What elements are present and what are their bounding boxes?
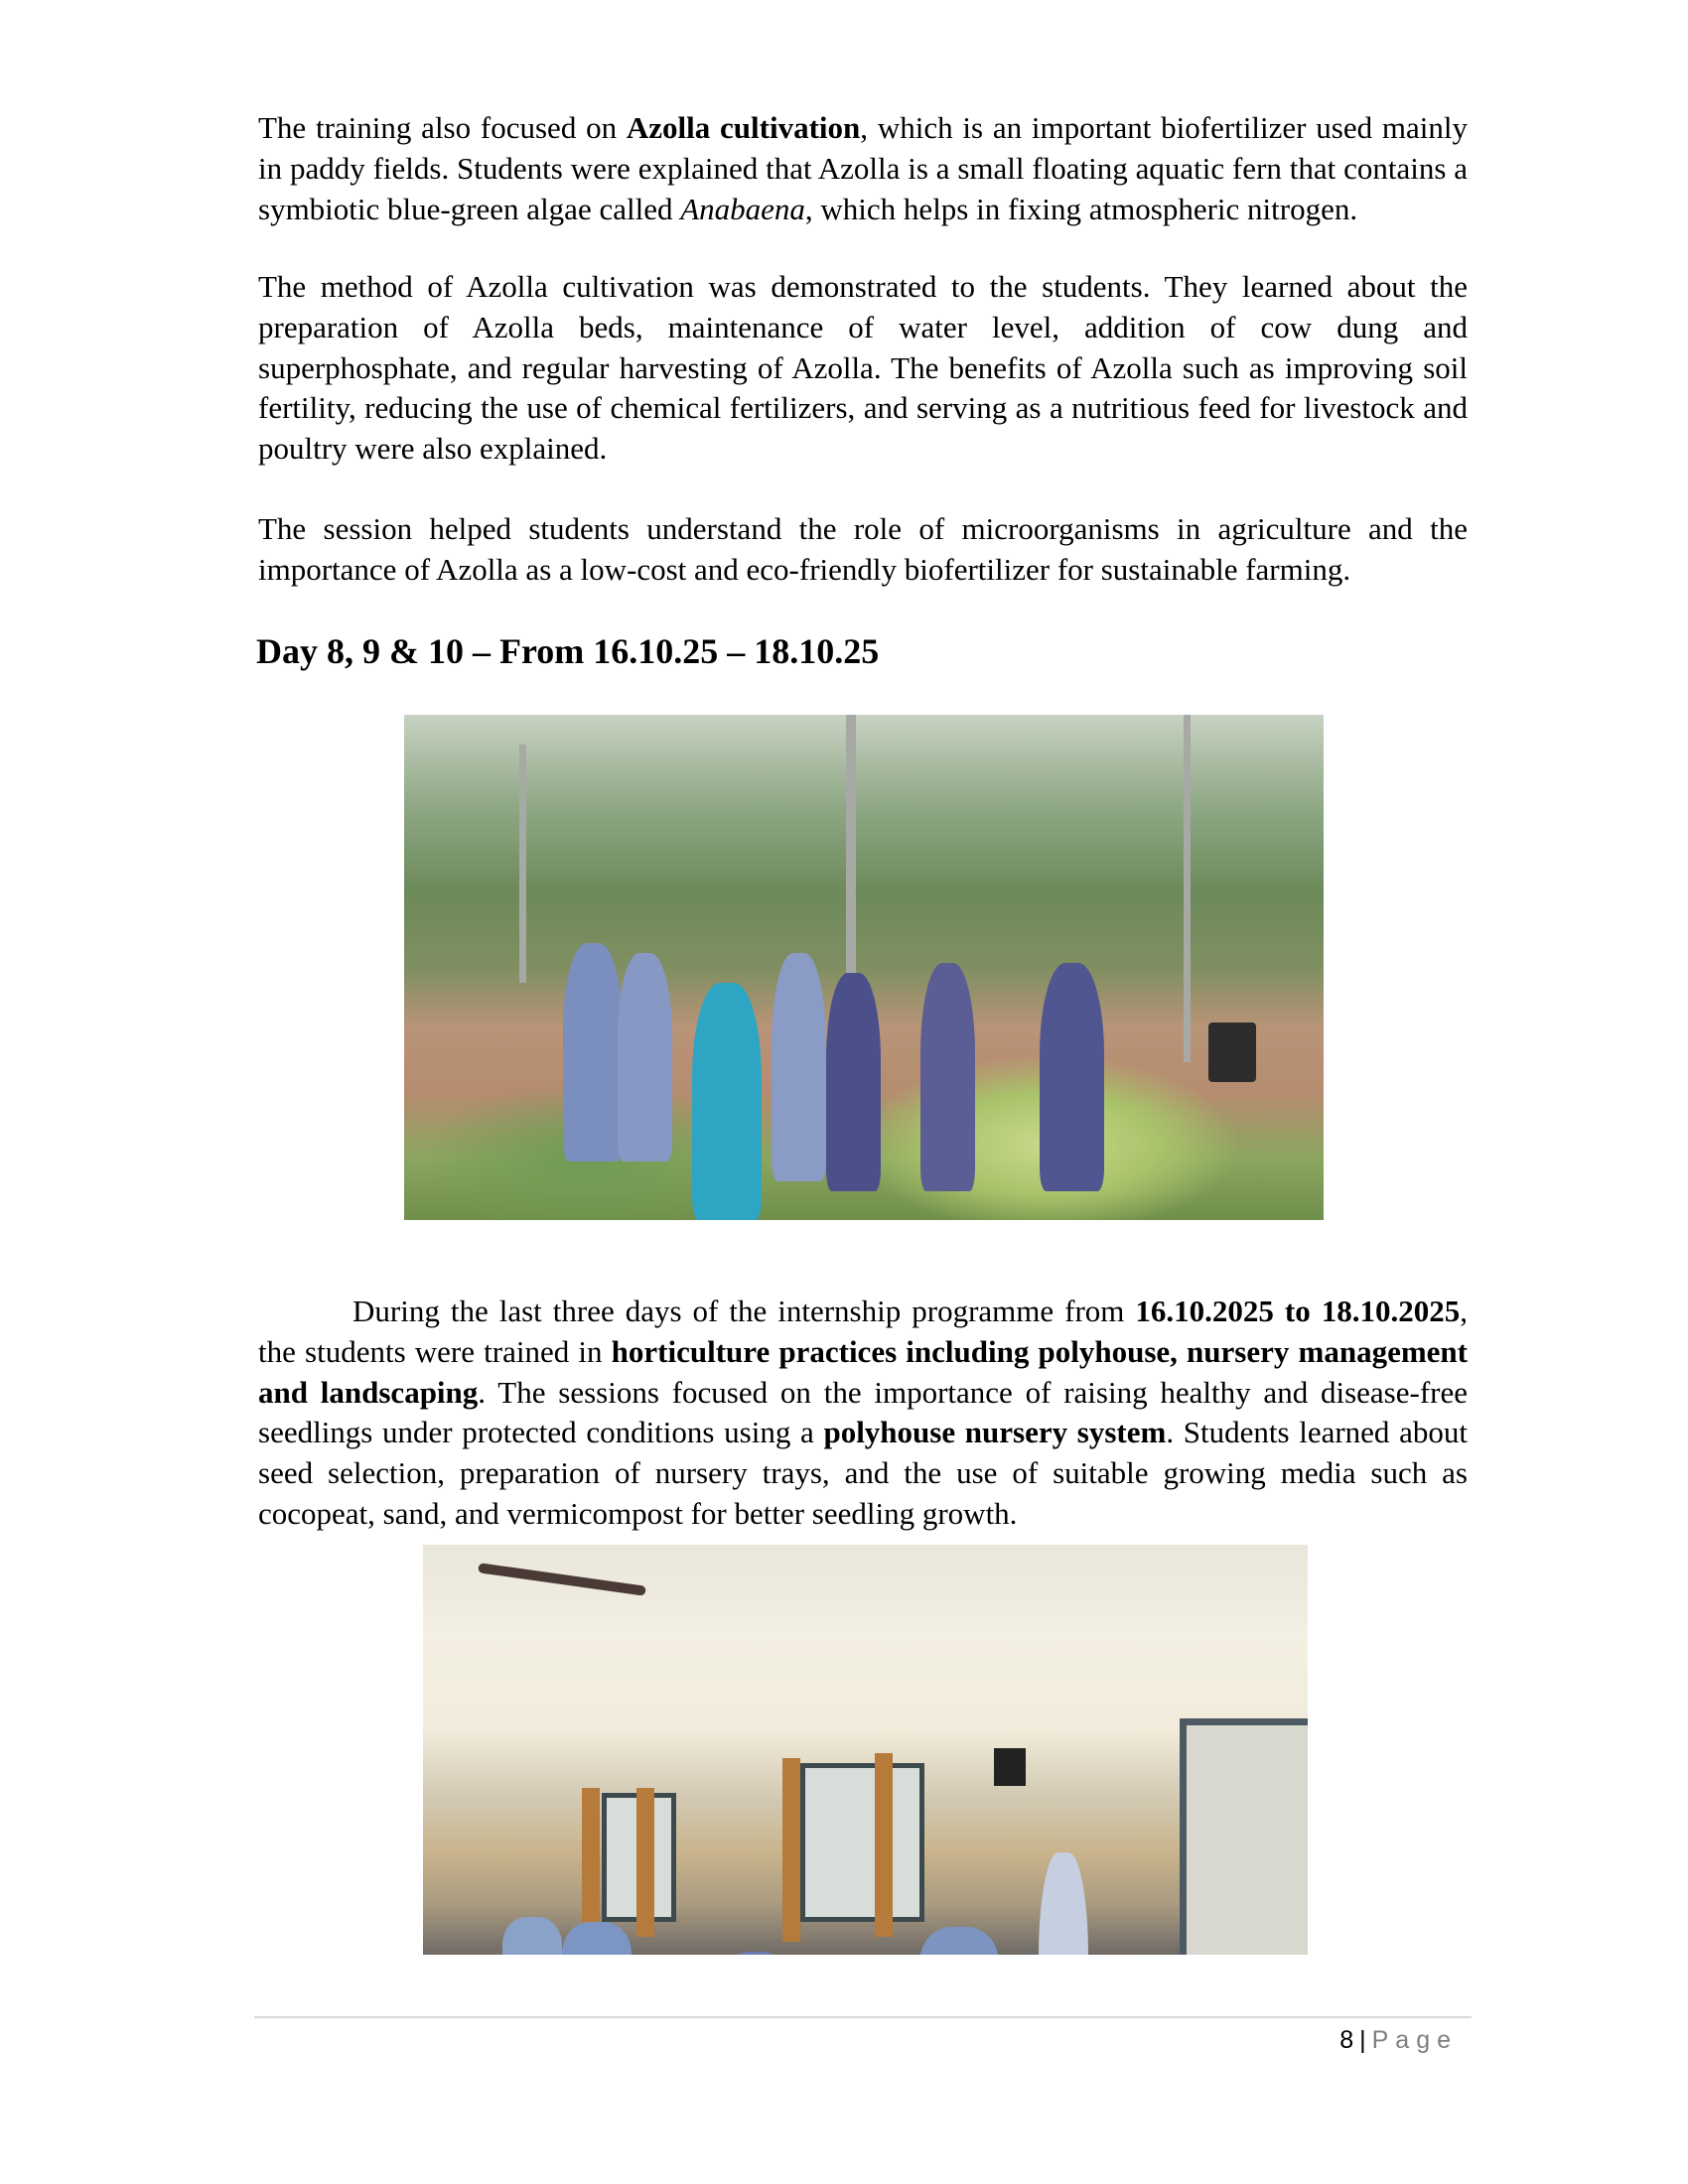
footer-rule [254,2016,1472,2018]
paragraph-session-summary: The session helped students understand the role of microorganisms in agriculture and the importance of Azolla as a low-cost and eco-friendly biofertilizer for sustainable farming. [258,511,1468,587]
curtain [582,1788,600,1937]
italic-term: Anabaena [680,191,805,226]
footer-separator: | [1359,2026,1366,2054]
teacher-figure [692,983,762,1220]
student-figure [618,953,672,1161]
text: . Students learned about seed selection, preparation of nursery trays, and the use of suitable growing media such as cocopeat, sand, and vermicompost for better seedling growth. [258,1415,1468,1531]
text: , which helps in fixing atmospheric nitrogen. [804,191,1358,226]
bold-system: polyhouse nursery system [823,1415,1167,1450]
bold-topic: horticulture practices including polyhouse, nursery management and landscaping [258,1333,1468,1410]
bold-term: Azolla cultivation [626,110,861,145]
curtain [875,1753,893,1937]
page-footer [1339,2025,1458,2055]
student-figure [1040,963,1104,1191]
text: . The sessions focused on the importance of raising healthy and disease-free seedlings under protected conditions using a [258,1374,1468,1450]
student-figure [920,963,975,1191]
text: The training also focused on [258,110,627,145]
student-figure [721,1952,790,1955]
page-label: Page [1371,2026,1458,2054]
classroom-photo [423,1545,1308,1955]
palm-pot [1208,1023,1256,1082]
student-figure [563,943,623,1161]
nursery-photo [404,715,1324,1220]
curtain [636,1788,654,1937]
instructor-figure [1039,1852,1088,1955]
window [800,1763,924,1922]
paragraph-horticulture [258,1292,1468,1535]
page-number: 8 [1339,2026,1354,2054]
text: , which is an important biofertilizer used mainly in paddy fields. Students were explained that Azolla is a small floating aquatic fern that contains a symbiotic blue-green algae called [258,110,1468,226]
curtain [782,1758,800,1942]
student-figure [919,1927,999,1955]
text: , the students were trained in [258,1294,1468,1369]
bold-dates: 16.10.2025 to 18.10.2025 [1135,1294,1461,1328]
student-figure [562,1922,632,1955]
pole [1184,715,1191,1062]
text: During the last three days of the internship programme from [352,1294,1136,1328]
paragraph-azolla-method: The method of Azolla cultivation was demonstrated to the students. They learned about the preparation of Azolla beds, maintenance of water level, addition of cow dung and superphosphate, and regular harvesting of Azolla. The benefits of Azolla such as improving soil fertility, reducing the use of chemical fertilizers, and serving as a nutritious feed for livestock and poultry were also explained. [258,269,1468,467]
ceiling-fan [478,1563,646,1596]
student-figure [772,953,826,1181]
student-figure [826,973,881,1191]
doorway [1180,1718,1308,1955]
pole [519,745,526,983]
speaker [994,1748,1026,1786]
paragraph-azolla-intro [258,108,1468,229]
section-heading: Day 8, 9 & 10 – From 16.10.25 – 18.10.25 [256,631,880,671]
student-figure [502,1917,562,1955]
